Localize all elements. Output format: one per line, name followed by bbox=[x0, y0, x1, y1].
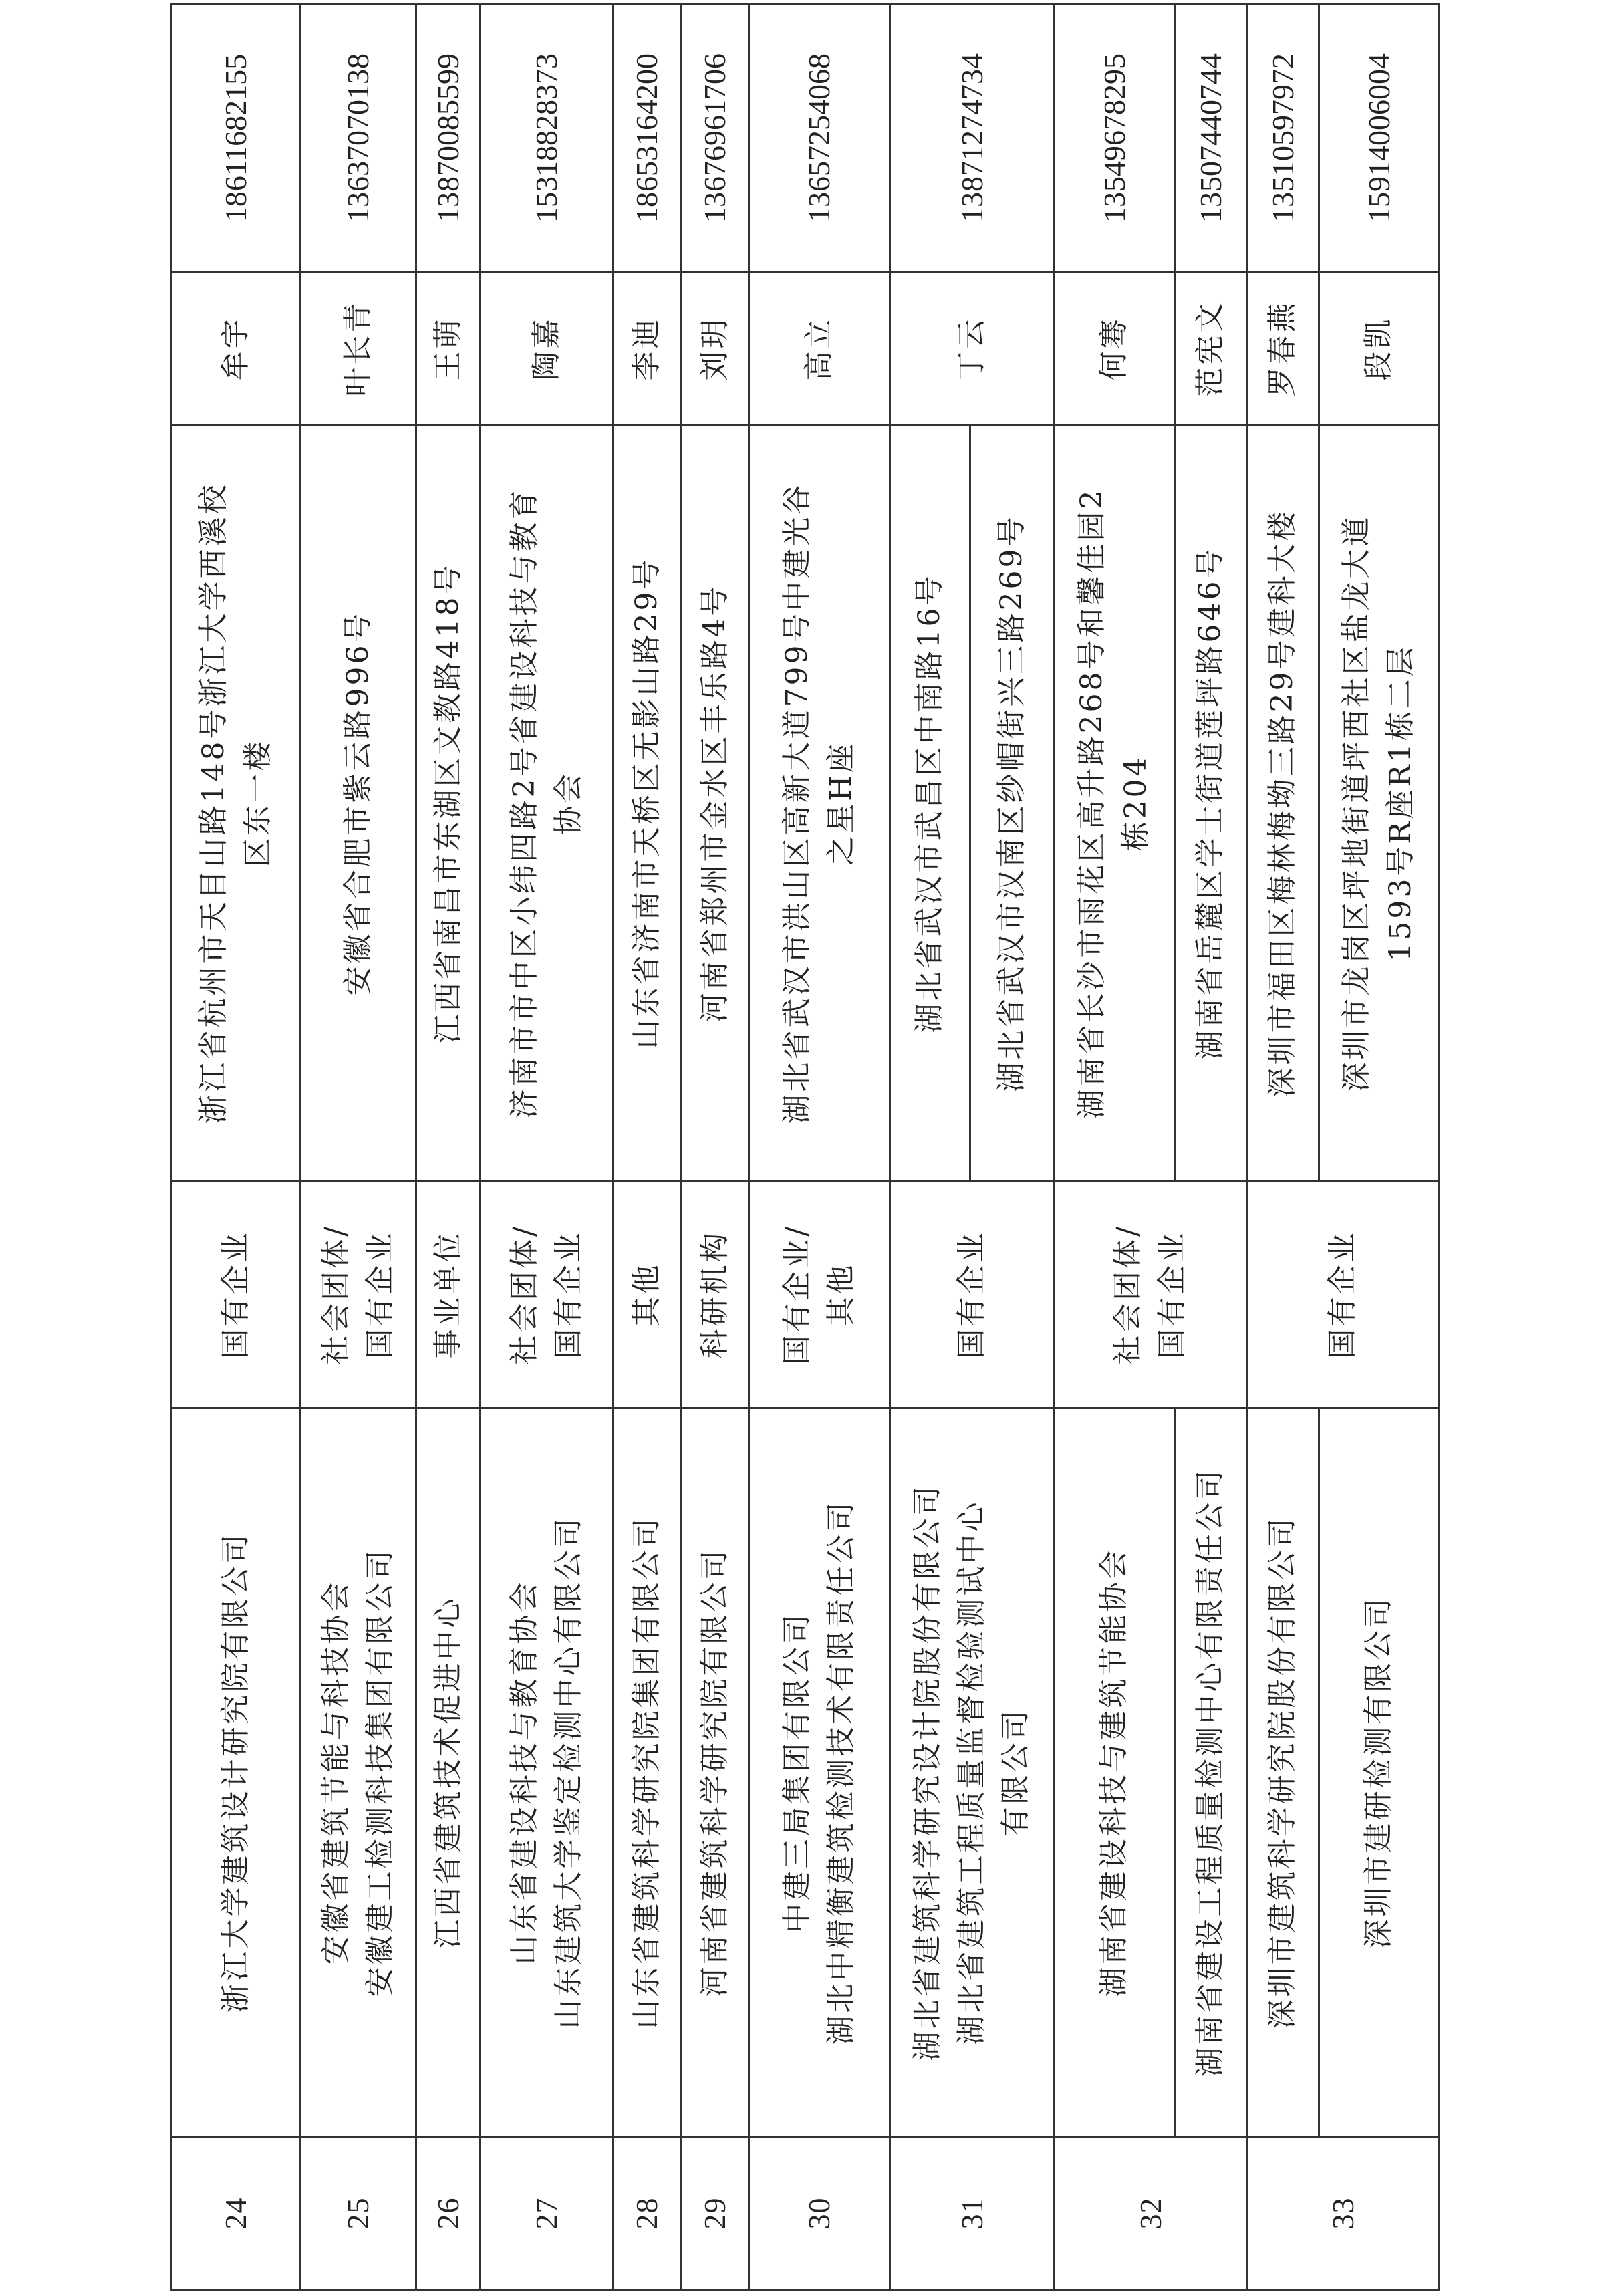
phone-number: 13637070138 bbox=[299, 4, 416, 271]
phone-number: 13871274734 bbox=[890, 4, 1054, 271]
organization-name: 安徽省建筑节能与科技协会 安徽建工检测科技集团有限公司 bbox=[299, 1408, 416, 2136]
phone-number: 13870085599 bbox=[416, 4, 480, 271]
contact-person: 叶长青 bbox=[299, 271, 416, 425]
row-number: 28 bbox=[612, 2136, 680, 2290]
address: 湖南省长沙市雨花区高升路268号和馨佳园2 栋204 bbox=[1054, 425, 1174, 1180]
organization-name: 江西省建筑技术促进中心 bbox=[416, 1408, 480, 2136]
table-row bbox=[299, 4, 416, 2290]
phone-number: 13676961706 bbox=[680, 4, 749, 271]
rotated-page bbox=[170, 5, 1440, 2291]
contact-person: 王萌 bbox=[416, 271, 480, 425]
organization-name: 深圳市建筑科学研究院股份有限公司 bbox=[1246, 1408, 1319, 2136]
row-number: 30 bbox=[749, 2136, 889, 2290]
table-row bbox=[480, 4, 612, 2290]
row-number: 27 bbox=[480, 2136, 612, 2290]
row-number: 32 bbox=[1054, 2136, 1246, 2290]
row-number: 31 bbox=[890, 2136, 1054, 2290]
contact-person: 李迪 bbox=[612, 271, 680, 425]
organization-type: 社会团体/ 国有企业 bbox=[1054, 1180, 1246, 1408]
phone-number: 15914006004 bbox=[1319, 4, 1439, 271]
address: 湖北省武汉市汉南区纱帽街兴三路269号 bbox=[970, 425, 1054, 1180]
address: 深圳市福田区梅林梅坳三路29号建科大楼 bbox=[1246, 425, 1319, 1180]
row-number: 33 bbox=[1246, 2136, 1439, 2290]
organization-name: 湖北省建筑科学研究设计院股份有限公司 湖北省建筑工程质量监督检验测试中心 有限公司 bbox=[890, 1408, 1054, 2136]
table-row bbox=[680, 4, 749, 2290]
organization-name: 深圳市建研检测有限公司 bbox=[1319, 1408, 1439, 2136]
phone-number: 15318828373 bbox=[480, 4, 612, 271]
organization-name: 山东省建筑科学研究院集团有限公司 bbox=[612, 1408, 680, 2136]
organization-name: 山东省建设科技与教育协会 山东建筑大学鉴定检测中心有限公司 bbox=[480, 1408, 612, 2136]
address: 湖北省武汉市武昌区中南路16号 bbox=[890, 425, 970, 1180]
address: 河南省郑州市金水区丰乐路4号 bbox=[680, 425, 749, 1180]
organization-name: 浙江大学建筑设计研究院有限公司 bbox=[171, 1408, 299, 2136]
table-row bbox=[416, 4, 480, 2290]
row-number: 26 bbox=[416, 2136, 480, 2290]
organization-type: 社会团体/ 国有企业 bbox=[480, 1180, 612, 1408]
table-row bbox=[1054, 4, 1174, 2290]
table-row bbox=[890, 4, 970, 2290]
organization-type: 其他 bbox=[612, 1180, 680, 1408]
phone-number: 13549678295 bbox=[1054, 4, 1174, 271]
organization-type: 国有企业 bbox=[890, 1180, 1054, 1408]
address: 山东省济南市天桥区无影山路29号 bbox=[612, 425, 680, 1180]
contact-person: 刘玥 bbox=[680, 271, 749, 425]
contact-person: 牟宇 bbox=[171, 271, 299, 425]
table-row bbox=[1174, 4, 1246, 2290]
address: 湖北省武汉市洪山区高新大道799号中建光谷 之星H座 bbox=[749, 425, 889, 1180]
table-row bbox=[1246, 4, 1319, 2290]
row-number: 25 bbox=[299, 2136, 416, 2290]
contact-person: 段凯 bbox=[1319, 271, 1439, 425]
contact-person: 范宪文 bbox=[1174, 271, 1246, 425]
organization-name: 中建三局集团有限公司 湖北中精衡建筑检测技术有限责任公司 bbox=[749, 1408, 889, 2136]
organization-table bbox=[170, 3, 1440, 2291]
address: 济南市市中区小纬四路2号省建设科技与教育 协会 bbox=[480, 425, 612, 1180]
phone-number: 13507440744 bbox=[1174, 4, 1246, 271]
phone-number: 13657254068 bbox=[749, 4, 889, 271]
row-number: 24 bbox=[171, 2136, 299, 2290]
address: 湖南省岳麓区学士街道莲坪路646号 bbox=[1174, 425, 1246, 1180]
organization-type: 科研机构 bbox=[680, 1180, 749, 1408]
organization-type: 事业单位 bbox=[416, 1180, 480, 1408]
phone-number: 18611682155 bbox=[171, 4, 299, 271]
phone-number: 13510597972 bbox=[1246, 4, 1319, 271]
organization-name: 湖南省建设科技与建筑节能协会 bbox=[1054, 1408, 1174, 2136]
organization-type: 国有企业 bbox=[171, 1180, 299, 1408]
organization-name: 河南省建筑科学研究院有限公司 bbox=[680, 1408, 749, 2136]
table-row bbox=[749, 4, 889, 2290]
contact-person: 丁云 bbox=[890, 271, 1054, 425]
address: 浙江省杭州市天目山路148号浙江大学西溪校 区东一楼 bbox=[171, 425, 299, 1180]
contact-person: 陶嘉 bbox=[480, 271, 612, 425]
contact-person: 高立 bbox=[749, 271, 889, 425]
table-row bbox=[171, 4, 299, 2290]
contact-person: 何骞 bbox=[1054, 271, 1174, 425]
table-row bbox=[612, 4, 680, 2290]
contact-person: 罗春燕 bbox=[1246, 271, 1319, 425]
organization-name: 湖南省建设工程质量检测中心有限责任公司 bbox=[1174, 1408, 1246, 2136]
address: 江西省南昌市东湖区文教路418号 bbox=[416, 425, 480, 1180]
table-row bbox=[1319, 4, 1439, 2290]
organization-type: 国有企业/ 其他 bbox=[749, 1180, 889, 1408]
organization-type: 国有企业 bbox=[1246, 1180, 1439, 1408]
address: 深圳市龙岗区坪地街道坪西社区盐龙大道 1593号R座R1栋二层 bbox=[1319, 425, 1439, 1180]
phone-number: 18653164200 bbox=[612, 4, 680, 271]
address: 安徽省合肥市紫云路996号 bbox=[299, 425, 416, 1180]
row-number: 29 bbox=[680, 2136, 749, 2290]
organization-type: 社会团体/ 国有企业 bbox=[299, 1180, 416, 1408]
